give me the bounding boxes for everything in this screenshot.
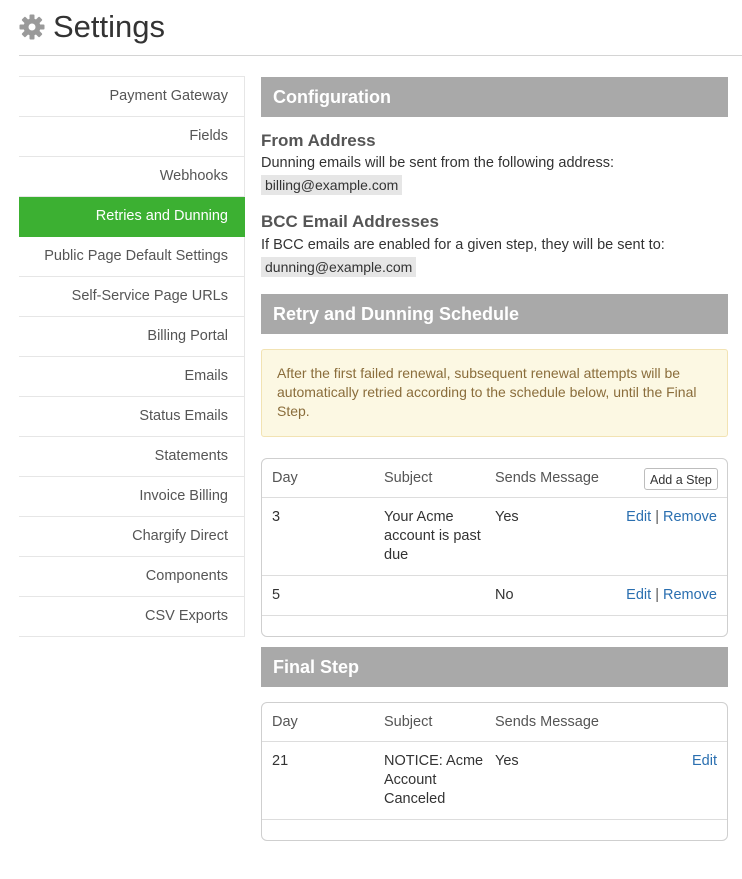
column-day: Day bbox=[272, 470, 298, 486]
column-sends-message: Sends Message bbox=[495, 714, 599, 730]
settings-sidebar bbox=[19, 76, 245, 637]
edit-link[interactable]: Edit bbox=[692, 753, 717, 769]
add-step-button[interactable]: Add a Step bbox=[644, 468, 718, 490]
final-step-section-title: Final Step bbox=[261, 647, 728, 687]
sidebar-item-status-emails[interactable]: Status Emails bbox=[19, 397, 245, 437]
configuration-section-title: Configuration bbox=[261, 77, 728, 117]
retry-schedule-section-title: Retry and Dunning Schedule bbox=[261, 294, 728, 334]
row-day: 21 bbox=[272, 753, 289, 769]
sidebar-item-invoice-billing[interactable]: Invoice Billing bbox=[19, 477, 245, 517]
table-row bbox=[262, 576, 727, 616]
row-day: 3 bbox=[272, 509, 281, 525]
column-sends-message: Sends Message bbox=[495, 470, 599, 486]
sidebar-item-chargify-direct[interactable]: Chargify Direct bbox=[19, 517, 245, 557]
page-header bbox=[19, 0, 742, 56]
row-sends-message: Yes bbox=[495, 753, 519, 769]
final-step-table bbox=[261, 702, 728, 841]
retry-schedule-table bbox=[261, 458, 728, 637]
column-subject: Subject bbox=[384, 714, 433, 730]
from-address-heading: From Address bbox=[261, 131, 376, 150]
gear-icon bbox=[19, 14, 45, 40]
edit-link[interactable]: Edit bbox=[626, 509, 652, 525]
action-separator: | bbox=[655, 587, 659, 603]
row-day: 5 bbox=[272, 587, 281, 603]
table-header-row bbox=[262, 703, 727, 742]
sidebar-item-statements[interactable]: Statements bbox=[19, 437, 245, 477]
row-subject: NOTICE: Acme Account Canceled bbox=[384, 753, 484, 807]
column-day: Day bbox=[272, 714, 298, 730]
sidebar-item-retries-and-dunning[interactable]: Retries and Dunning bbox=[19, 197, 245, 237]
page-title: Settings bbox=[53, 9, 166, 44]
table-row bbox=[262, 742, 727, 820]
row-subject: Your Acme account is past due bbox=[384, 509, 481, 563]
from-address-value: billing@example.com bbox=[261, 175, 402, 195]
sidebar-item-billing-portal[interactable]: Billing Portal bbox=[19, 317, 245, 357]
sidebar-item-public-page-default-settings[interactable]: Public Page Default Settings bbox=[19, 237, 245, 277]
retry-schedule-notice: After the first failed renewal, subsequent renewal attempts will be automatically retried according to the schedule below, until the Final Step. bbox=[261, 349, 728, 437]
sidebar-item-emails[interactable]: Emails bbox=[19, 357, 245, 397]
sidebar-item-fields[interactable]: Fields bbox=[19, 117, 245, 157]
sidebar-item-self-service-page-urls[interactable]: Self-Service Page URLs bbox=[19, 277, 245, 317]
bcc-email-heading: BCC Email Addresses bbox=[261, 212, 439, 231]
action-separator: | bbox=[655, 509, 659, 525]
sidebar-item-webhooks[interactable]: Webhooks bbox=[19, 157, 245, 197]
row-sends-message: No bbox=[495, 587, 514, 603]
row-sends-message: Yes bbox=[495, 509, 519, 525]
sidebar-item-components[interactable]: Components bbox=[19, 557, 245, 597]
remove-link[interactable]: Remove bbox=[663, 509, 717, 525]
bcc-email-value: dunning@example.com bbox=[261, 257, 416, 277]
table-header-row bbox=[262, 459, 727, 498]
column-subject: Subject bbox=[384, 470, 433, 486]
table-row bbox=[262, 498, 727, 576]
edit-link[interactable]: Edit bbox=[626, 587, 652, 603]
main-content bbox=[261, 76, 728, 807]
sidebar-item-csv-exports[interactable]: CSV Exports bbox=[19, 597, 245, 637]
from-address-description: Dunning emails will be sent from the following address: bbox=[261, 155, 615, 171]
remove-link[interactable]: Remove bbox=[663, 587, 717, 603]
bcc-email-description: If BCC emails are enabled for a given step, they will be sent to: bbox=[261, 237, 665, 253]
sidebar-item-payment-gateway[interactable]: Payment Gateway bbox=[19, 76, 245, 117]
